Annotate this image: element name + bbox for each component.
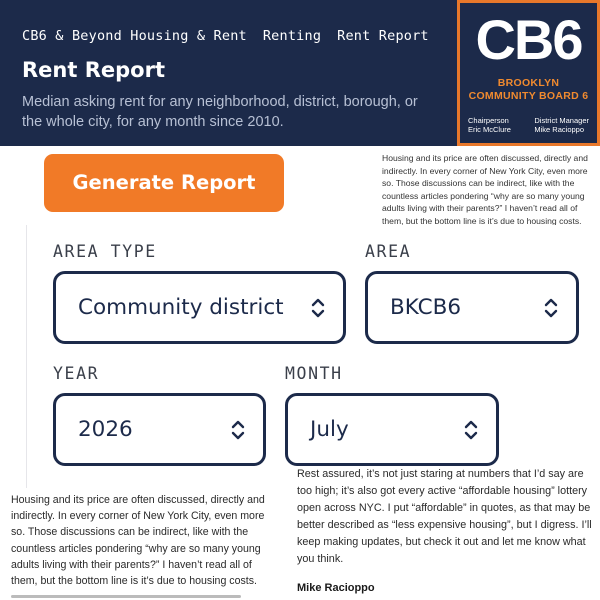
breadcrumb-renting[interactable]: Renting [262,28,322,44]
cb6-logo[interactable] [457,0,600,146]
logo-borough: BROOKLYN [497,77,560,89]
year-select[interactable] [53,393,266,466]
closing-paragraph: Rest assured, it’s not just staring at numbers that I’d say are too high; it’s also got every active “affordable housing” lottery open across NYC. I put “affordable” in quotes, as that may be better described as “less expensive housing”, but I digress. I’ll keep making updates, but check it out and let me know what you think. [297,468,592,565]
logo-board-name: COMMUNITY BOARD 6 [468,90,589,102]
logo-district-manager [534,116,589,134]
chair-name: Eric McClure [468,125,511,134]
page-title: Rent Report [22,58,165,82]
area-type-value: Community district [78,295,284,320]
chevron-up-down-icon [231,419,245,441]
area-type-label: AREA TYPE [53,242,157,261]
truncated-text-line [11,592,279,600]
area-select[interactable] [365,271,579,344]
chevron-up-down-icon [544,297,558,319]
area-value: BKCB6 [390,295,462,320]
logo-mark: CB6 [475,8,582,71]
month-value: July [310,417,349,442]
month-select[interactable] [285,393,499,466]
breadcrumb [22,28,429,44]
breadcrumb-housing-rent[interactable]: CB6 & Beyond Housing & Rent [22,28,247,44]
manager-name: Mike Racioppo [534,125,584,134]
chevron-up-down-icon [311,297,325,319]
report-form [26,225,600,488]
breadcrumb-rent-report[interactable]: Rent Report [337,28,429,44]
generate-report-button[interactable]: Generate Report [44,154,284,212]
area-type-select[interactable] [53,271,346,344]
year-value: 2026 [78,417,133,442]
manager-role: District Manager [534,116,589,125]
page-subtitle: Median asking rent for any neighborhood, district, borough, or the whole city, for any month since 2010. [22,94,418,130]
logo-chairperson [468,116,511,134]
intro-paragraph-top: Housing and its price are often discussed, directly and indirectly. In every corner of New York City, even more so. Those discussions can be indirect, like with the countless articles pondering “why are so many young adults living with their parents?” I haven’t read all of them, but the bottom line is it’s due to housing costs. [382,153,588,226]
site-header [0,0,457,146]
chair-role: Chairperson [468,116,509,125]
month-label: MONTH [285,364,343,383]
intro-paragraph-bottom: Housing and its price are often discussed, directly and indirectly. In every corner of New York City, even more so. Those discussions can be indirect, like with the countless articles pondering “why are so many young adults living with their parents?” I haven’t read all of them, but the bottom line is it’s due to housing costs. [11,494,265,588]
author-signature: Mike Racioppo [297,582,375,594]
area-label: AREA [365,242,412,261]
chevron-up-down-icon [464,419,478,441]
year-label: YEAR [53,364,100,383]
